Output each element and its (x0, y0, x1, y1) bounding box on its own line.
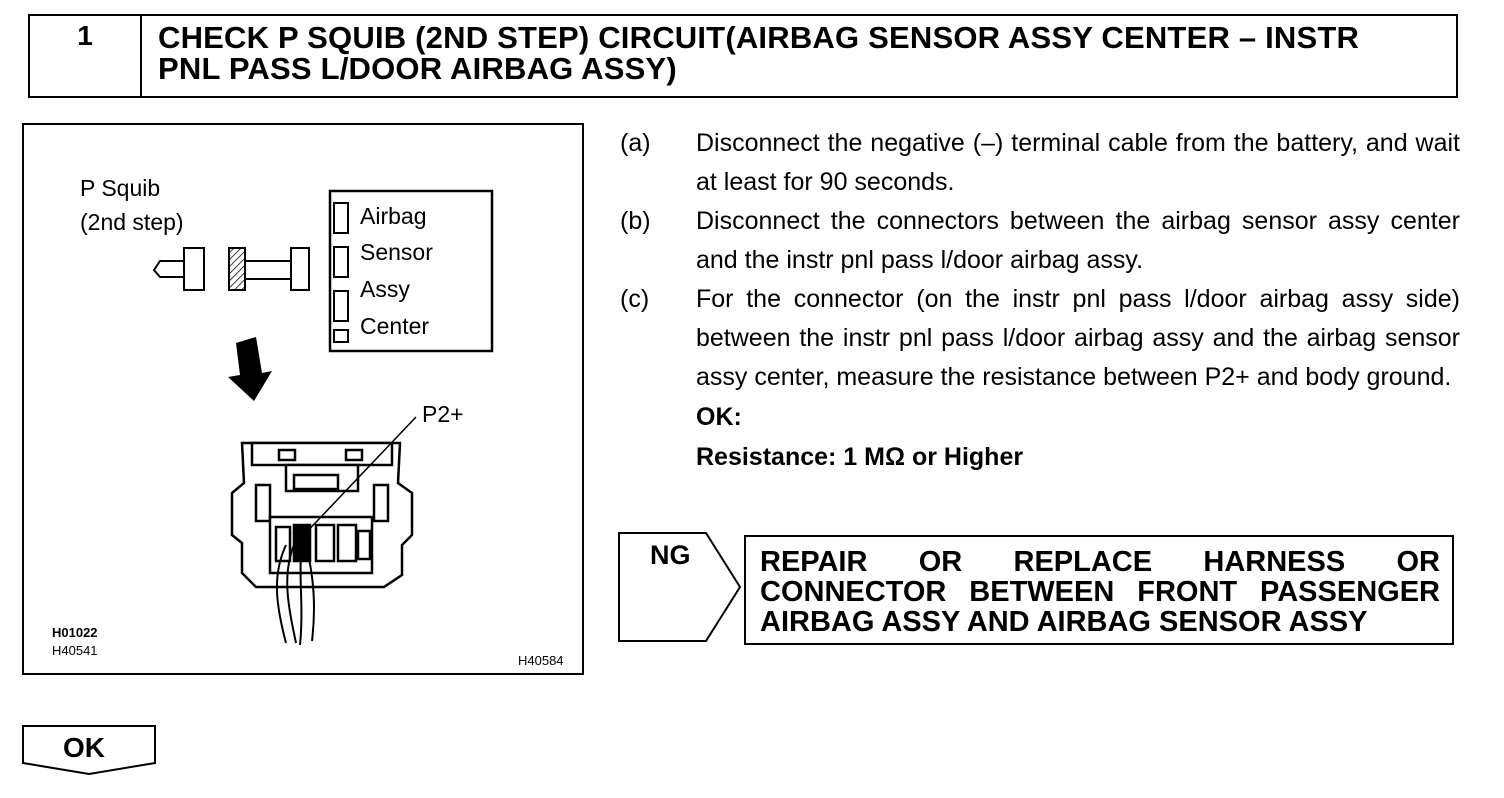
box-label-assy: Assy (360, 276, 410, 302)
step-c (620, 280, 1460, 397)
ng-line-3: AIRBAG ASSY AND AIRBAG SENSOR ASSY (760, 606, 1368, 638)
step-b-mark: (b) (620, 207, 651, 235)
box-label-airbag: Airbag (360, 203, 427, 229)
procedure-steps (620, 124, 1460, 477)
connector-illustration (22, 123, 584, 675)
step-b (620, 202, 1460, 280)
step-title-line-2: PNL PASS L/DOOR AIRBAG ASSY) (158, 51, 677, 86)
resistance-spec: Resistance: 1 MΩ or Higher (696, 443, 1024, 471)
step-c-mark: (c) (620, 285, 650, 313)
step-title-line-1: CHECK P SQUIB (2ND STEP) CIRCUIT(AIRBAG SENSOR ASSY CENTER – INSTR (158, 20, 1360, 55)
step-header (28, 14, 1458, 98)
figure-code-right: H40584 (518, 653, 564, 668)
ok-result-label: OK (63, 732, 105, 763)
ng-action-box (744, 535, 1454, 645)
step-a-text: Disconnect the negative (–) terminal cable from the battery, and wait at least for 90 seconds. (696, 129, 1460, 196)
squib-plug (154, 261, 184, 277)
connector-drawing (24, 125, 586, 677)
squib-label-1: P Squib (80, 175, 161, 201)
step-b-text: Disconnect the connectors between the airbag sensor assy center and the instr pnl pass l/door airbag assy. (696, 207, 1460, 274)
step-number: 1 (30, 16, 142, 96)
hatched-connector (229, 248, 245, 290)
terminal-label: P2+ (422, 401, 464, 427)
down-arrow-icon (228, 337, 272, 401)
figure-code-1: H01022 (52, 625, 98, 640)
ok-label: OK: (696, 403, 742, 431)
ng-line-2: CONNECTOR BETWEEN FRONT PASSENGER (760, 576, 1440, 608)
box-label-center: Center (360, 313, 430, 339)
box-label-sensor: Sensor (360, 239, 433, 265)
step-title (158, 22, 1448, 84)
step-a (620, 124, 1460, 202)
squib-label-2: (2nd step) (80, 209, 184, 235)
step-a-mark: (a) (620, 129, 651, 157)
figure-code-2: H40541 (52, 643, 98, 658)
step-c-text: For the connector (on the instr pnl pass l/door airbag assy side) between the instr pnl pass l/door airbag assy and the airbag sensor assy center, measure the resistance between P2+ and body ground. (696, 285, 1460, 391)
ng-label: NG (650, 540, 691, 570)
ng-line-1: REPAIR OR REPLACE HARNESS OR (760, 546, 1440, 578)
